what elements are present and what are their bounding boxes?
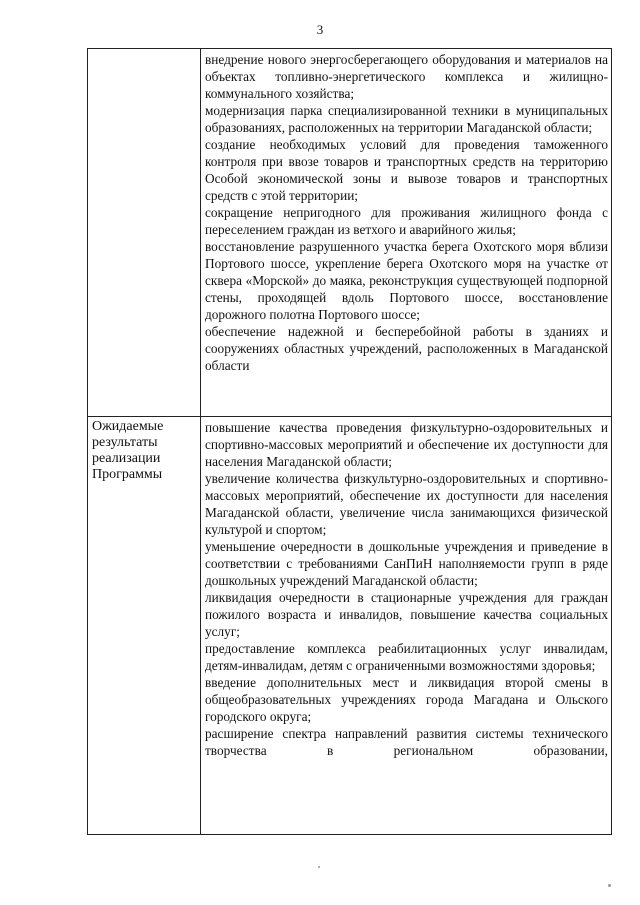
row-label-line: Программы bbox=[92, 467, 163, 482]
row-label-line: результаты bbox=[92, 435, 158, 450]
row-content-cell bbox=[201, 49, 612, 417]
list-item: увеличение количества физкультурно-оздоровительных и спортивно-массовых мероприятий, обеспечение их доступности для населения Магаданской области, увеличение числа занимающихся физической культурой и спортом; bbox=[205, 471, 608, 537]
table-row bbox=[88, 417, 612, 835]
list-item: уменьшение очередности в дошкольные учреждения и приведение в соответствии с требованиями СанПиН наполняемости групп в ряде дошкольных учреждений Магаданской области; bbox=[205, 539, 608, 588]
row-label bbox=[88, 49, 200, 51]
list-item: внедрение нового энергосберегающего оборудования и материалов на объектах топливно-энергетического комплекса и жилищно-коммунального хозяйства; bbox=[205, 52, 608, 101]
list-item: расширение спектра направлений развития системы технического творчества в региональном образовании, bbox=[205, 726, 608, 758]
list-item: повышение качества проведения физкультурно-оздоровительных и спортивно-массовых мероприятий и обеспечение их доступности для населения Магаданской области; bbox=[205, 420, 608, 469]
list-item: предоставление комплекса реабилитационных услуг инвалидам, детям-инвалидам, детям с ограниченными возможностями здоровья; bbox=[205, 641, 608, 673]
row-label-cell bbox=[88, 417, 201, 835]
row-label bbox=[88, 417, 200, 483]
row-label-line: реализации bbox=[92, 451, 161, 466]
row-label-cell bbox=[88, 49, 201, 417]
list-item: ликвидация очередности в стационарные учреждения для граждан пожилого возраста и инвалидов, повышение качества социальных услуг; bbox=[205, 590, 608, 639]
paragraph-list bbox=[201, 417, 611, 759]
row-content-cell bbox=[201, 417, 612, 835]
paragraph-list bbox=[201, 49, 611, 374]
list-item: восстановление разрушенного участка берега Охотского моря вблизи Портового шоссе, укрепление берега Охотского моря на участке от сквера «Морской» до маяка, реконструкция существующей подпорной стены, проходящей вдоль Портового шоссе, восстановление дорожного полотна Портового шоссе; bbox=[205, 239, 608, 322]
list-item: введение дополнительных мест и ликвидация второй смены в общеобразовательных учреждениях города Магадана и Ольского городского округа; bbox=[205, 675, 608, 724]
list-item: модернизация парка специализированной техники в муниципальных образованиях, расположенных на территории Магаданской области; bbox=[205, 103, 608, 135]
scan-speck bbox=[318, 866, 320, 868]
row-label-line: Ожидаемые bbox=[92, 419, 164, 434]
scan-speck bbox=[608, 884, 611, 887]
table-row bbox=[88, 49, 612, 417]
page-number: 3 bbox=[316, 22, 324, 37]
program-passport-table bbox=[87, 48, 612, 835]
list-item: обеспечение надежной и бесперебойной работы в зданиях и сооружениях областных учреждений, расположенных в Магаданской области bbox=[205, 324, 608, 373]
list-item: создание необходимых условий для проведения таможенного контроля при ввозе товаров и транспортных средств на территорию Особой экономической зоны и вывозе товаров и транспортных средств с этой территории; bbox=[205, 137, 608, 203]
list-item: сокращение непригодного для проживания жилищного фонда с переселением граждан из ветхого и аварийного жилья; bbox=[205, 205, 608, 237]
